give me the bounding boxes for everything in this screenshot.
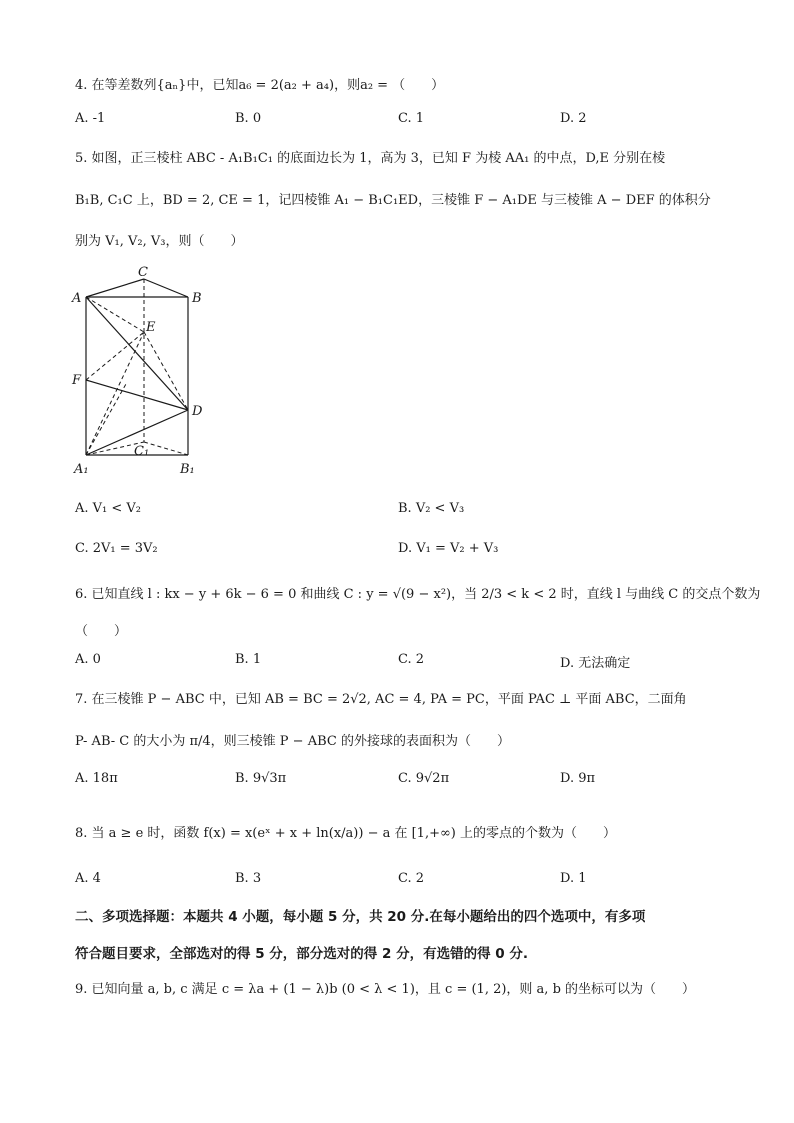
question-4-stem: 4. 在等差数列{aₙ}中，已知a₆ = 2(a₂ + a₄)，则a₂ = （ ） bbox=[75, 78, 445, 93]
question-7-option-c: C. 9√2π bbox=[398, 771, 450, 786]
label-c1: C₁ bbox=[134, 444, 150, 459]
edge-c1b1 bbox=[144, 442, 188, 455]
segment-fe bbox=[86, 332, 144, 380]
question-4-option-b: B. 0 bbox=[235, 111, 262, 126]
question-5-stem-line-1: 5. 如图，正三棱柱 ABC - A₁B₁C₁ 的底面边长为 1，高为 3，已知 F 为棱 AA₁ 的中点，D,E 分别在棱 bbox=[75, 151, 666, 166]
segment-ed bbox=[144, 332, 188, 410]
label-b1: B₁ bbox=[180, 462, 195, 477]
question-7-option-a: A. 18π bbox=[75, 771, 118, 786]
segment-ad bbox=[86, 297, 188, 410]
section-2-heading-line-1: 二、多项选择题：本题共 4 小题，每小题 5 分，共 20 分.在每小题给出的四个选项中，有多项 bbox=[75, 909, 646, 925]
question-4-option-a: A. -1 bbox=[75, 111, 106, 126]
edge-ac bbox=[86, 279, 144, 297]
edge-cb bbox=[144, 279, 188, 297]
question-6-option-d: D. 无法确定 bbox=[560, 656, 631, 671]
question-7-stem-line-1: 7. 在三棱锥 P − ABC 中，已知 AB = BC = 2√2, AC = 4, PA = PC，平面 PAC ⊥ 平面 ABC，二面角 bbox=[75, 692, 687, 707]
question-4-option-c: C. 1 bbox=[398, 111, 425, 126]
question-8-stem: 8. 当 a ≥ e 时，函数 f(x) = x(eˣ + x + ln(x/a)) − a 在 [1,+∞) 上的零点的个数为（ ） bbox=[75, 826, 617, 841]
section-2-heading-line-2: 符合题目要求，全部选对的得 5 分，部分选对的得 2 分，有选错的得 0 分. bbox=[75, 946, 529, 962]
question-7-option-d: D. 9π bbox=[560, 771, 596, 786]
segment-fd bbox=[86, 380, 188, 410]
label-a: A bbox=[72, 291, 82, 306]
question-7-stem-line-2: P- AB- C 的大小为 π/4，则三棱锥 P − ABC 的外接球的表面积为（ ） bbox=[75, 734, 510, 749]
question-5-option-c: C. 2V₁ = 3V₂ bbox=[75, 541, 158, 556]
segment-a1-inner bbox=[86, 384, 126, 455]
question-8-option-c: C. 2 bbox=[398, 871, 425, 886]
question-5-option-a: A. V₁ < V₂ bbox=[75, 501, 142, 516]
question-6-option-c: C. 2 bbox=[398, 652, 425, 667]
label-d: D bbox=[192, 404, 203, 419]
question-7-option-b: B. 9√3π bbox=[235, 771, 287, 786]
question-8-option-d: D. 1 bbox=[560, 871, 587, 886]
label-f: F bbox=[72, 373, 82, 388]
segment-ae bbox=[86, 297, 144, 332]
label-e: E bbox=[146, 320, 156, 335]
label-b: B bbox=[192, 291, 202, 306]
question-5-stem-line-2: B₁B, C₁C 上，BD = 2, CE = 1，记四棱锥 A₁ − B₁C₁ED，三棱锥 F − A₁DE 与三棱锥 A − DEF 的体积分 bbox=[75, 193, 711, 208]
question-5-stem-line-3: 别为 V₁, V₂, V₃，则（ ） bbox=[75, 234, 244, 249]
question-5-option-b: B. V₂ < V₃ bbox=[398, 501, 465, 516]
question-6-stem-line-2: （ ） bbox=[75, 624, 128, 639]
question-5-option-d: D. V₁ = V₂ + V₃ bbox=[398, 541, 499, 556]
label-c: C bbox=[138, 265, 148, 280]
question-8-option-b: B. 3 bbox=[235, 871, 262, 886]
question-6-option-a: A. 0 bbox=[75, 652, 101, 667]
segment-a1e bbox=[86, 332, 144, 455]
question-6-stem-line-1: 6. 已知直线 l : kx − y + 6k − 6 = 0 和曲线 C : y = √(9 − x²)，当 2/3 < k < 2 时，直线 l 与曲线 C 的交点个数为 bbox=[75, 587, 761, 602]
prism-figure bbox=[66, 260, 216, 482]
label-a1: A₁ bbox=[74, 462, 89, 477]
question-4-option-d: D. 2 bbox=[560, 111, 587, 126]
question-8-option-a: A. 4 bbox=[75, 871, 101, 886]
question-9-stem: 9. 已知向量 a, b, c 满足 c = λa + (1 − λ)b (0 < λ < 1)，且 c = (1, 2)，则 a, b 的坐标可以为（ ） bbox=[75, 982, 696, 997]
question-6-option-b: B. 1 bbox=[235, 652, 262, 667]
